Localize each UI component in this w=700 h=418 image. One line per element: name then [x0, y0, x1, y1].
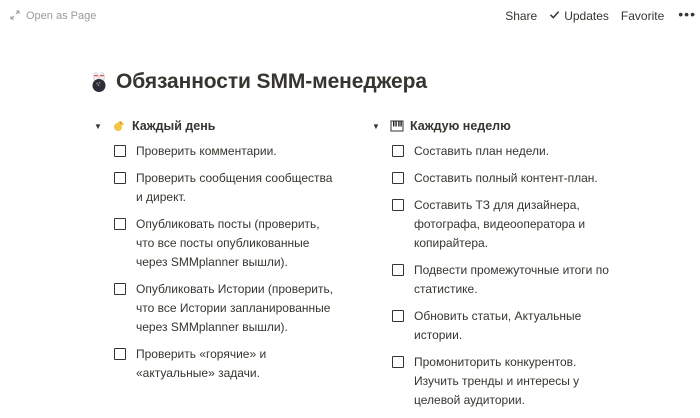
todo-checkbox[interactable]: [114, 348, 126, 360]
todo-text[interactable]: Проверить комментарии.: [136, 144, 277, 158]
todo-item: [114, 280, 352, 337]
page-title: Обязанности SMM-менеджера: [116, 70, 427, 93]
todo-item: [114, 345, 352, 383]
todo-text[interactable]: Подвести промежуточные итоги по статистике.: [414, 263, 609, 296]
more-dots-icon: •••: [678, 6, 696, 22]
todo-item: [392, 261, 630, 299]
todo-text[interactable]: Составить полный контент-план.: [414, 171, 598, 185]
open-as-page-label: Open as Page: [26, 10, 97, 22]
more-options-button[interactable]: [670, 6, 700, 26]
todo-text[interactable]: Обновить статьи, Актуальные истории.: [414, 309, 582, 342]
expand-arrows-icon: [10, 10, 20, 23]
toggle-triangle-icon[interactable]: ▼: [94, 121, 102, 131]
toggle-weekly[interactable]: [370, 116, 630, 136]
todo-checkbox[interactable]: [114, 283, 126, 295]
toggle-daily[interactable]: [92, 116, 352, 136]
todo-item: [392, 307, 630, 345]
todo-checkbox[interactable]: [114, 145, 126, 157]
todo-checkbox[interactable]: [392, 356, 404, 368]
piano-emoji-icon: [390, 119, 404, 133]
todo-text[interactable]: Опубликовать посты (проверить, что все посты опубликованные через SMMplanner вышли).: [136, 217, 320, 269]
todo-text[interactable]: Проверить «горячие» и «актуальные» задачи.: [136, 347, 267, 380]
todo-checkbox[interactable]: [392, 264, 404, 276]
toggle-triangle-icon[interactable]: ▼: [372, 121, 380, 131]
todo-item: [392, 169, 630, 188]
todo-item: [392, 142, 630, 161]
updates-button[interactable]: [543, 6, 615, 26]
daily-todo-list: [92, 142, 352, 383]
daily-heading: Каждый день: [132, 119, 216, 133]
share-button[interactable]: [499, 6, 543, 26]
todo-item: [392, 353, 630, 410]
todo-item: [114, 215, 352, 272]
page-header: [88, 70, 427, 94]
checkmark-icon: [549, 9, 560, 23]
chick-emoji-icon: [112, 119, 126, 133]
todo-text[interactable]: Опубликовать Истории (проверить, что все Истории запланированные через SMMplanner вышли).: [136, 282, 334, 334]
todo-checkbox[interactable]: [392, 172, 404, 184]
todo-checkbox[interactable]: [392, 199, 404, 211]
todo-item: [114, 169, 352, 207]
weekly-heading: Каждую неделю: [410, 119, 511, 133]
todo-text[interactable]: Составить план недели.: [414, 144, 550, 158]
todo-text[interactable]: Составить ТЗ для дизайнера, фотографа, видеооператора и копирайтера.: [414, 198, 586, 250]
todo-checkbox[interactable]: [114, 218, 126, 230]
share-label: Share: [505, 9, 538, 23]
weekly-todo-list: [370, 142, 630, 410]
todo-item: [392, 196, 630, 253]
todo-checkbox[interactable]: [392, 310, 404, 322]
todo-checkbox[interactable]: [392, 145, 404, 157]
top-bar: [0, 0, 700, 32]
open-as-page-button[interactable]: [10, 10, 96, 23]
column-daily: [92, 116, 352, 391]
bowling-emoji-icon: [88, 71, 110, 93]
todo-checkbox[interactable]: [114, 172, 126, 184]
column-weekly: [370, 116, 630, 418]
favorite-button[interactable]: [615, 6, 670, 26]
todo-item: [114, 142, 352, 161]
todo-text[interactable]: Промониторить конкурентов. Изучить тренды и интересы у целевой аудитории.: [414, 355, 580, 407]
todo-text[interactable]: Проверить сообщения сообщества и директ.: [136, 171, 333, 204]
updates-label: Updates: [564, 9, 609, 23]
favorite-label: Favorite: [620, 9, 665, 23]
